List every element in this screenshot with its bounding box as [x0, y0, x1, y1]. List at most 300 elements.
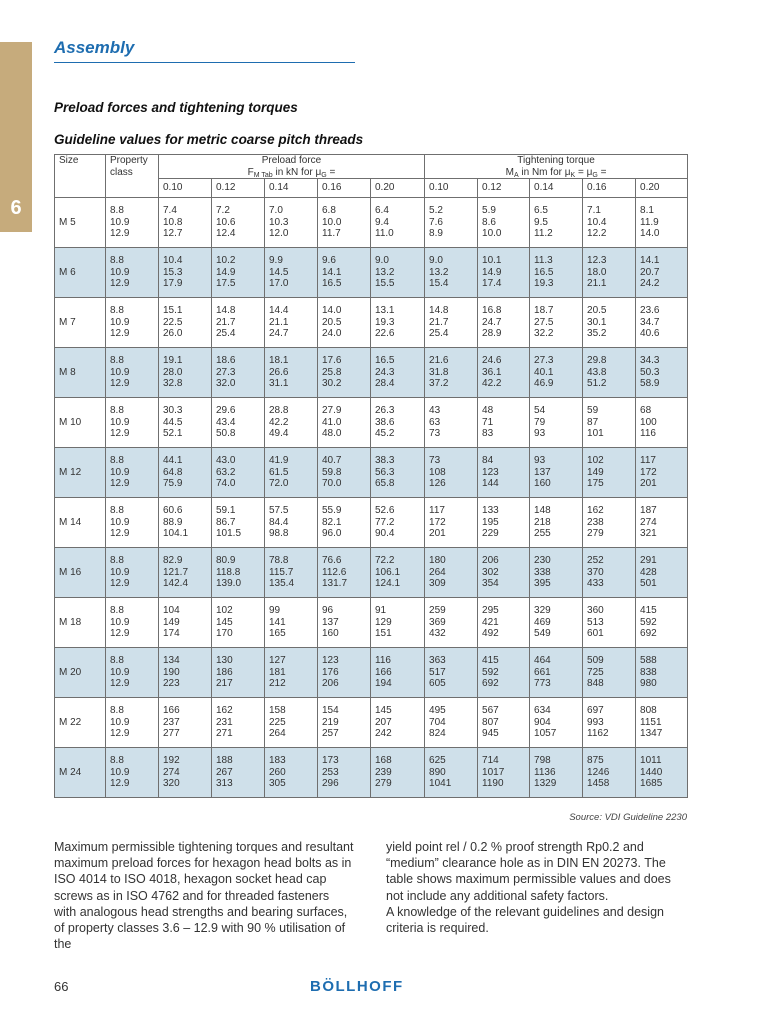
- preload-value: 112.6: [322, 566, 347, 578]
- torque-mu-header: 0.20: [636, 179, 688, 198]
- property-class-value: 12.9: [110, 378, 130, 390]
- bollhoff-logo: BÖLLHOFF: [310, 978, 404, 995]
- header-property-class-line1: Property: [110, 155, 148, 166]
- preload-value: 48.0: [322, 428, 342, 440]
- preload-cell: [265, 398, 318, 448]
- preload-value: 82.9: [163, 555, 183, 567]
- preload-value: 115.7: [269, 566, 294, 578]
- property-class-value: 8.8: [110, 355, 124, 367]
- table-row: [55, 398, 688, 448]
- header-preload-title: Preload force: [261, 155, 322, 166]
- preload-value: 63.2: [216, 466, 236, 478]
- preload-mu-header: 0.16: [318, 179, 371, 198]
- torque-value: 79: [534, 416, 546, 428]
- preload-value: 78.8: [269, 555, 289, 567]
- torque-value: 8.9: [429, 228, 443, 240]
- preload-value: 137: [322, 616, 339, 628]
- torque-value: 274: [640, 516, 657, 528]
- torque-cell: [636, 448, 688, 498]
- torque-mu-header: 0.10: [425, 179, 478, 198]
- torque-value: 16.8: [482, 305, 502, 317]
- section-title: Assembly: [54, 38, 135, 57]
- torque-value: 24.2: [640, 278, 660, 290]
- preload-cell: [159, 498, 212, 548]
- preload-cell: [265, 698, 318, 748]
- torque-cell: [583, 198, 636, 248]
- torque-value: 807: [482, 716, 499, 728]
- torque-value: 100: [640, 416, 657, 428]
- preload-value: 104: [163, 605, 180, 617]
- torque-value: 34.3: [640, 355, 660, 367]
- preload-cell: [212, 748, 265, 798]
- torque-cell: [583, 248, 636, 298]
- torque-value: 824: [429, 728, 446, 740]
- preload-value: 139.0: [216, 578, 242, 590]
- torque-cell: [636, 248, 688, 298]
- torque-cell: [425, 448, 478, 498]
- torque-value: 634: [534, 705, 551, 717]
- preload-cell: [265, 448, 318, 498]
- torque-cell: [530, 598, 583, 648]
- torque-value: 291: [640, 555, 657, 567]
- preload-value: 142.4: [163, 578, 189, 590]
- preload-value: 19.1: [163, 355, 183, 367]
- preload-value: 17.6: [322, 355, 342, 367]
- torque-value: 101: [587, 428, 604, 440]
- preload-value: 41.0: [322, 416, 342, 428]
- torque-value: 725: [587, 666, 604, 678]
- torque-cell: [636, 698, 688, 748]
- torque-value: 661: [534, 666, 551, 678]
- torque-cell: [583, 348, 636, 398]
- preload-value: 13.1: [375, 305, 395, 317]
- preload-value: 30.3: [163, 405, 183, 417]
- preload-value: 55.9: [322, 505, 342, 517]
- torque-value: 1162: [587, 728, 609, 740]
- torque-value: 12.2: [587, 228, 607, 240]
- preload-cell: [159, 448, 212, 498]
- torque-value: 309: [429, 578, 446, 590]
- torque-value: 9.5: [534, 216, 548, 228]
- preload-value: 166: [163, 705, 180, 717]
- torque-value: 875: [587, 755, 604, 767]
- property-class-value: 12.9: [110, 278, 130, 290]
- preload-value: 154: [322, 705, 339, 717]
- preload-value: 76.6: [322, 555, 342, 567]
- property-class-value: 12.9: [110, 478, 130, 490]
- preload-value: 44.5: [163, 416, 183, 428]
- preload-value: 253: [322, 766, 339, 778]
- torque-cell: [478, 448, 530, 498]
- torque-cell: [478, 748, 530, 798]
- torque-value: 87: [587, 416, 599, 428]
- torque-value: 21.1: [587, 278, 607, 290]
- torque-cell: [530, 498, 583, 548]
- torque-value: 10.4: [587, 216, 607, 228]
- preload-value: 18.1: [269, 355, 289, 367]
- torque-value: 126: [429, 478, 446, 490]
- preload-value: 86.7: [216, 516, 236, 528]
- preload-value: 45.2: [375, 428, 395, 440]
- torque-value: 11.9: [640, 216, 659, 228]
- preload-value: 61.5: [269, 466, 289, 478]
- preload-value: 21.1: [269, 316, 289, 328]
- preload-value: 10.2: [216, 255, 236, 267]
- torque-value: 36.1: [482, 366, 502, 378]
- torque-value: 549: [534, 628, 551, 640]
- torque-value: 1057: [534, 728, 557, 740]
- torque-value: 137: [534, 466, 551, 478]
- torque-cell: [530, 648, 583, 698]
- preload-cell: [159, 198, 212, 248]
- table-row: [55, 248, 688, 298]
- heading-preload-forces: Preload forces and tightening torques: [54, 100, 298, 115]
- torque-value: 162: [587, 505, 604, 517]
- torque-cell: [425, 748, 478, 798]
- torque-value: 21.7: [429, 316, 449, 328]
- preload-cell: [371, 648, 425, 698]
- preload-value: 190: [163, 666, 180, 678]
- property-class-value: 10.9: [110, 766, 130, 778]
- preload-mu-header: 0.10: [159, 179, 212, 198]
- property-class-value: 10.9: [110, 366, 130, 378]
- torque-value: 904: [534, 716, 551, 728]
- preload-cell: [371, 498, 425, 548]
- torque-cell: [530, 298, 583, 348]
- torque-value: 255: [534, 528, 551, 540]
- torque-value: 12.3: [587, 255, 607, 267]
- torque-value: 1347: [640, 728, 663, 740]
- torque-value: 1329: [534, 778, 557, 790]
- preload-value: 14.4: [269, 305, 289, 317]
- torque-value: 160: [534, 478, 551, 490]
- preload-value: 313: [216, 778, 233, 790]
- torque-value: 415: [640, 605, 657, 617]
- torque-value: 43.8: [587, 366, 607, 378]
- torque-value: 50.3: [640, 366, 660, 378]
- property-class-value: 8.8: [110, 755, 124, 767]
- preload-value: 82.1: [322, 516, 342, 528]
- preload-value: 10.6: [216, 216, 236, 228]
- preload-value: 17.9: [163, 278, 183, 290]
- preload-value: 88.9: [163, 516, 183, 528]
- preload-value: 59.8: [322, 466, 342, 478]
- preload-value: 131.7: [322, 578, 348, 590]
- preload-value: 217: [216, 678, 233, 690]
- preload-value: 106.1: [375, 566, 401, 578]
- preload-value: 135.4: [269, 578, 295, 590]
- property-class-value: 8.8: [110, 655, 124, 667]
- table-row: [55, 498, 688, 548]
- preload-value: 271: [216, 728, 233, 740]
- preload-cell: [318, 398, 371, 448]
- preload-cell: [212, 698, 265, 748]
- torque-value: 40.1: [534, 366, 554, 378]
- torque-value: 71: [482, 416, 494, 428]
- preload-value: 116: [375, 655, 391, 667]
- torque-value: 838: [640, 666, 657, 678]
- torque-value: 30.1: [587, 316, 607, 328]
- preload-value: 38.3: [375, 455, 395, 467]
- torque-value: 84: [482, 455, 494, 467]
- torque-value: 1017: [482, 766, 505, 778]
- preload-value: 14.5: [269, 266, 289, 278]
- torque-value: 428: [640, 566, 657, 578]
- torque-value: 18.0: [587, 266, 607, 278]
- preload-value: 26.6: [269, 366, 289, 378]
- preload-cell: [318, 448, 371, 498]
- preload-value: 18.6: [216, 355, 236, 367]
- torque-value: 432: [429, 628, 446, 640]
- preload-value: 176: [322, 666, 339, 678]
- torque-value: 206: [482, 555, 499, 567]
- preload-value: 28.8: [269, 405, 289, 417]
- torque-cell: [478, 198, 530, 248]
- torque-value: 58.9: [640, 378, 660, 390]
- torque-value: 704: [429, 716, 446, 728]
- body-paragraph: Maximum permissible tightening torques and resultant maximum preload forces for hexagon head bolts as in ISO 4014 to ISO 4018, hexagon socket head cap screws as in ISO 4762 and for threaded fasteners with analogous head strengths and bearing surfaces, of property classes 3.6 – 12.9 with 90 % utilisation of the: [54, 840, 354, 952]
- torque-value: 1246: [587, 766, 610, 778]
- preload-cell: [159, 598, 212, 648]
- preload-value: 40.7: [322, 455, 342, 467]
- torque-value: 180: [429, 555, 446, 567]
- preload-cell: [318, 198, 371, 248]
- preload-cell: [265, 548, 318, 598]
- preload-value: 20.5: [322, 316, 342, 328]
- preload-value: 14.1: [322, 266, 342, 278]
- torque-cell: [425, 548, 478, 598]
- preload-cell: [318, 548, 371, 598]
- preload-value: 25.4: [216, 328, 236, 340]
- preload-cell: [159, 298, 212, 348]
- preload-value: 129: [375, 616, 392, 628]
- torque-cell: [478, 348, 530, 398]
- property-class-value: 8.8: [110, 505, 124, 517]
- preload-value: 59.1: [216, 505, 236, 517]
- torque-value: 18.7: [534, 305, 554, 317]
- property-class-cell: [106, 748, 159, 798]
- torque-value: 27.5: [534, 316, 554, 328]
- property-class-value: 8.8: [110, 605, 124, 617]
- torque-cell: [425, 198, 478, 248]
- torque-mu-header: 0.12: [478, 179, 530, 198]
- preload-value: 80.9: [216, 555, 236, 567]
- preload-value: 173: [322, 755, 339, 767]
- preload-value: 151: [375, 628, 392, 640]
- preload-value: 207: [375, 716, 392, 728]
- preload-value: 19.3: [375, 316, 395, 328]
- header-property-class-line2: class: [110, 166, 133, 178]
- torque-value: 14.9: [482, 266, 502, 278]
- torque-value: 17.4: [482, 278, 502, 290]
- torque-value: 123: [482, 466, 499, 478]
- preload-cell: [265, 498, 318, 548]
- torque-value: 1685: [640, 778, 663, 790]
- preload-cell: [159, 748, 212, 798]
- torque-value: 605: [429, 678, 446, 690]
- torque-value: 1136: [534, 766, 556, 778]
- preload-cell: [265, 198, 318, 248]
- preload-value: 38.6: [375, 416, 395, 428]
- torque-value: 10.1: [482, 255, 502, 267]
- torque-value: 93: [534, 455, 546, 467]
- heading-guideline-values: Guideline values for metric coarse pitch threads: [54, 132, 364, 147]
- preload-cell: [265, 298, 318, 348]
- torque-value: 464: [534, 655, 551, 667]
- preload-value: 91: [375, 605, 387, 617]
- torque-value: 469: [534, 616, 551, 628]
- table-row: [55, 698, 688, 748]
- preload-value: 29.6: [216, 405, 236, 417]
- property-class-value: 12.9: [110, 778, 130, 790]
- torque-cell: [636, 398, 688, 448]
- torque-value: 29.8: [587, 355, 607, 367]
- preload-value: 14.0: [322, 305, 342, 317]
- torque-value: 117: [429, 505, 445, 517]
- preload-value: 181: [269, 666, 286, 678]
- property-class-value: 8.8: [110, 255, 124, 267]
- torque-value: 567: [482, 705, 499, 717]
- torque-cell: [425, 698, 478, 748]
- preload-value: 32.8: [163, 378, 183, 390]
- preload-value: 74.0: [216, 478, 236, 490]
- torque-value: 808: [640, 705, 657, 717]
- table-row: [55, 648, 688, 698]
- property-class-value: 8.8: [110, 455, 124, 467]
- table-row: [55, 548, 688, 598]
- preload-cell: [212, 548, 265, 598]
- torque-value: 369: [429, 616, 446, 628]
- page-number: 66: [54, 979, 69, 994]
- torque-value: 23.6: [640, 305, 660, 317]
- torque-value: 68: [640, 405, 652, 417]
- preload-cell: [159, 648, 212, 698]
- preload-value: 242: [375, 728, 392, 740]
- torque-value: 5.2: [429, 205, 443, 217]
- preload-value: 25.8: [322, 366, 342, 378]
- preload-value: 72.0: [269, 478, 289, 490]
- torque-cell: [478, 398, 530, 448]
- preload-value: 264: [269, 728, 286, 740]
- torque-value: 692: [640, 628, 657, 640]
- preload-cell: [318, 348, 371, 398]
- torque-cell: [636, 548, 688, 598]
- preload-value: 14.8: [216, 305, 236, 317]
- torque-value: 1190: [482, 778, 504, 790]
- preload-value: 9.6: [322, 255, 336, 267]
- preload-value: 165: [269, 628, 286, 640]
- preload-value: 24.3: [375, 366, 395, 378]
- preload-value: 27.3: [216, 366, 236, 378]
- torque-value: 7.6: [429, 216, 443, 228]
- torque-cell: [636, 298, 688, 348]
- preload-value: 219: [322, 716, 339, 728]
- preload-value: 14.9: [216, 266, 236, 278]
- size-cell: M 18: [55, 598, 106, 648]
- preload-value: 6.8: [322, 205, 336, 217]
- table-row: [55, 748, 688, 798]
- preload-value: 101.5: [216, 528, 242, 540]
- torque-value: 848: [587, 678, 604, 690]
- preload-cell: [318, 598, 371, 648]
- preload-value: 237: [163, 716, 180, 728]
- preload-value: 162: [216, 705, 233, 717]
- property-class-cell: [106, 398, 159, 448]
- torque-cell: [425, 598, 478, 648]
- torque-value: 8.1: [640, 205, 654, 217]
- property-class-cell: [106, 648, 159, 698]
- torque-cell: [530, 698, 583, 748]
- torque-value: 13.2: [429, 266, 449, 278]
- preload-value: 22.6: [375, 328, 395, 340]
- torque-cell: [636, 348, 688, 398]
- preload-cell: [159, 398, 212, 448]
- preload-cell: [371, 348, 425, 398]
- torque-value: 59: [587, 405, 599, 417]
- torque-cell: [583, 448, 636, 498]
- property-class-value: 10.9: [110, 216, 130, 228]
- header-size: Size: [55, 155, 106, 198]
- size-cell: M 20: [55, 648, 106, 698]
- preload-cell: [212, 398, 265, 448]
- torque-cell: [425, 498, 478, 548]
- torque-cell: [530, 198, 583, 248]
- preload-value: 43.0: [216, 455, 236, 467]
- preload-cell: [212, 198, 265, 248]
- property-class-value: 10.9: [110, 716, 130, 728]
- preload-value: 6.4: [375, 205, 389, 217]
- body-column-right: [386, 839, 686, 936]
- torque-value: 1041: [429, 778, 452, 790]
- preload-value: 16.5: [322, 278, 342, 290]
- torque-value: 980: [640, 678, 657, 690]
- preload-value: 22.5: [163, 316, 183, 328]
- torque-value: 592: [482, 666, 499, 678]
- property-class-value: 10.9: [110, 266, 130, 278]
- preload-value: 32.0: [216, 378, 236, 390]
- property-class-value: 8.8: [110, 205, 124, 217]
- preload-value: 168: [375, 755, 392, 767]
- preload-value: 104.1: [163, 528, 189, 540]
- preload-value: 31.1: [269, 378, 289, 390]
- table-row: [55, 298, 688, 348]
- size-cell: M 12: [55, 448, 106, 498]
- preload-value: 134: [163, 655, 180, 667]
- torque-value: 32.2: [534, 328, 554, 340]
- preload-value: 9.0: [375, 255, 389, 267]
- torque-mu-header: 0.14: [530, 179, 583, 198]
- preload-cell: [318, 698, 371, 748]
- torque-cell: [636, 748, 688, 798]
- property-class-value: 10.9: [110, 316, 130, 328]
- torque-value: 517: [429, 666, 446, 678]
- torque-value: 19.3: [534, 278, 554, 290]
- size-cell: M 7: [55, 298, 106, 348]
- torque-value: 692: [482, 678, 499, 690]
- preload-mu-header: 0.20: [371, 179, 425, 198]
- torque-cell: [478, 548, 530, 598]
- torque-value: 24.7: [482, 316, 502, 328]
- property-class-value: 12.9: [110, 628, 130, 640]
- preload-value: 17.5: [216, 278, 236, 290]
- preload-value: 145: [216, 616, 233, 628]
- preload-value: 10.4: [163, 255, 183, 267]
- preload-value: 174: [163, 628, 180, 640]
- header-preload-formula: $F_{M Tab}$ in kN for $\mu_G$ =: [247, 166, 336, 179]
- torque-value: 24.6: [482, 355, 502, 367]
- torque-value: 714: [482, 755, 499, 767]
- torque-cell: [425, 648, 478, 698]
